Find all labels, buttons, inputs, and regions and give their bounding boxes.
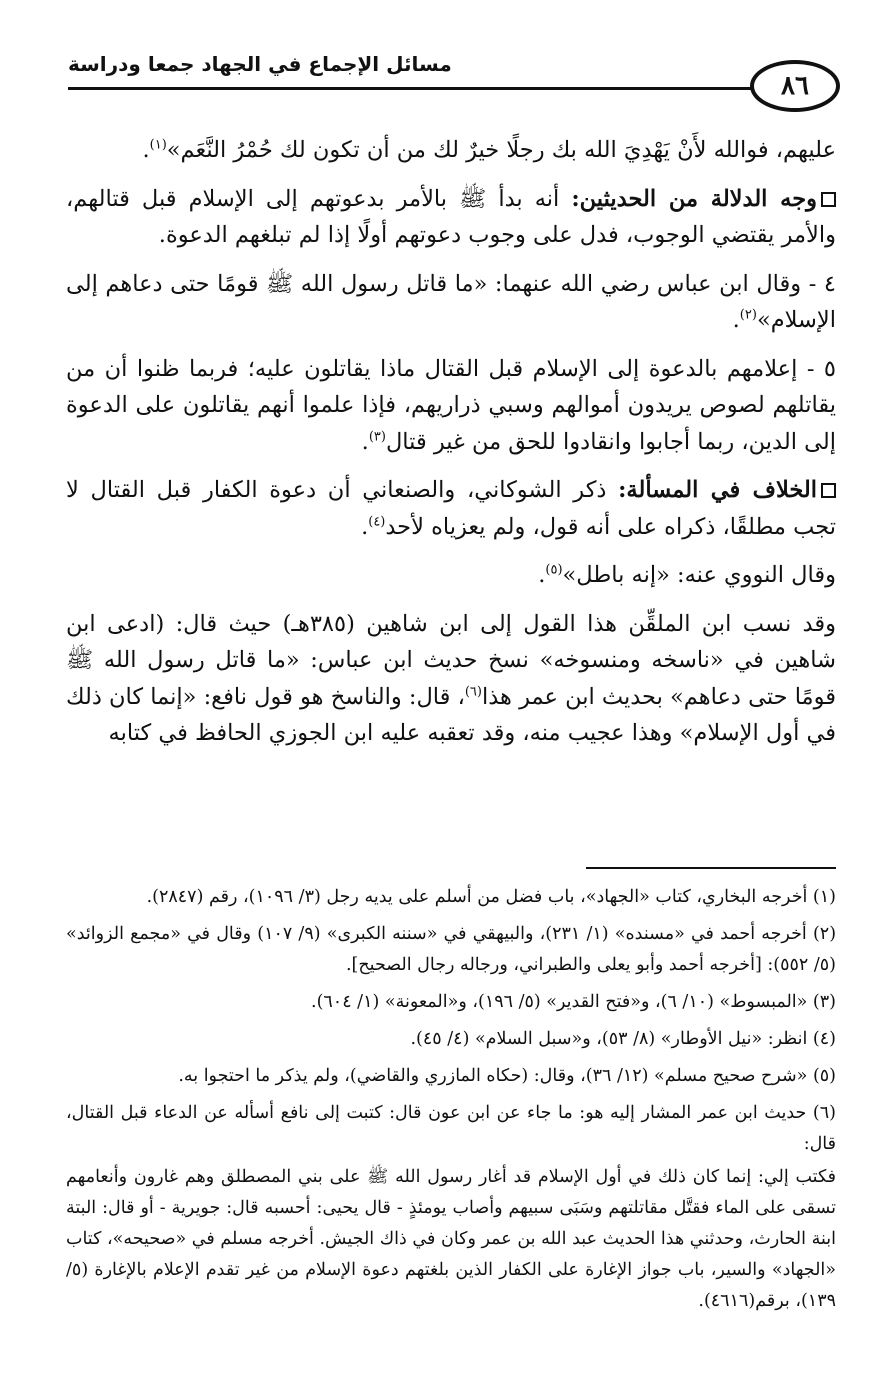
running-title: مسائل الإجماع في الجهاد جمعا ودراسة <box>68 52 452 76</box>
footnote-ref: (٥) <box>545 562 563 578</box>
paragraph-text: وقد نسب ابن الملقِّن هذا القول إلى ابن شاهين (٣٨٥هـ) حيث قال: (ادعى ابن شاهين في «ناسخه ومنسوخه» نسخ حديث ابن عباس: «ما قاتل رسول الله ﷺ قومًا حتى دعاهم» بحديث ابن عمر هذا <box>66 610 836 710</box>
footnote-continuation: فكتب إلي: إنما كان ذلك في أول الإسلام قد أغار رسول الله ﷺ على بني المصطلق وهم غارون وأنعامهم تسقى على الماء فقتَّل مقاتلتهم وسَبَى سبيهم وأصاب يومئذٍ - قال يحيى: أحسبه قال: جويرية - أو قال: البتة ابنة الحارث، وحدثني هذا الحديث عبد الله بن عمر وكان في ذاك الجيش. أخرجه مسلم في «صحيحه»، كتاب «الجهاد» والسير، باب جواز الإغارة على الكفار الذين بلغتهم دعوة الإسلام من غير تقدم الإعلام بالإغارة (٥/ ١٣٩)، برقم(٤٦١٦). <box>66 1167 836 1311</box>
paragraph-text: أنه بدأ ﷺ بالأمر بدعوتهم إلى الإسلام قبل قتالهم، والأمر يقتضي الوجوب، فدل على وجوب دعوتهم أولًا إذا لم تبلغهم الدعوة. <box>66 185 836 248</box>
paragraph <box>66 606 836 752</box>
footnote: (٦) حديث ابن عمر المشار إليه هو: ما جاء عن ابن عون قال: كتبت إلى نافع أسأله عن الدعاء قبل القتال، قال: <box>66 1103 836 1154</box>
square-bullet-icon <box>821 192 836 207</box>
section-label: الخلاف في المسألة: <box>618 477 817 503</box>
square-bullet-icon <box>821 483 836 498</box>
section-label: وجه الدلالة من الحديثين: <box>571 185 817 212</box>
main-text <box>66 132 836 752</box>
paragraph: عليهم، فوالله لأَنْ يَهْدِيَ الله بك رجلًا خيرٌ لك من أن تكون لك حُمْرُ النَّعَم»$^{(١)}$. <box>142 137 836 163</box>
paragraph: الخلاف في المسألة: ذكر الشوكاني، والصنعاني أن دعوة الكفار قبل القتال لا تجب مطلقًا، ذكراه على أنه قول، ولم يعزياه لأحد$^{(٤)}$. <box>66 477 836 540</box>
paragraph-text: ذكر الشوكاني، والصنعاني أن دعوة الكفار قبل القتال لا تجب مطلقًا، ذكراه على أنه قول، ولم يعزياه لأحد <box>66 477 836 540</box>
footnote: (٥) «شرح صحيح مسلم» (١٢/ ٣٦)، وقال: (حكاه المازري والقاضي)، ولم يذكر ما احتجوا به. <box>178 1066 836 1086</box>
paragraph-text: ، قال: والناسخ هو قول نافع: «إنما كان ذلك في أول الإسلام» وهذا عجيب منه، وقد تعقبه عليه ابن الجوزي الحافظ في كتابه <box>66 683 836 746</box>
page-number <box>750 60 840 112</box>
footnote: (٢) أخرجه أحمد في «مسنده» (١/ ٢٣١)، والبيهقي في «سننه الكبرى» (٩/ ١٠٧) وقال في «مجمع الزوائد» (٥/ ٥٥٢): [أخرجه أحمد وأبو يعلى والطبراني، ورجاله رجال الصحيح]. <box>66 924 837 975</box>
page-number-text: ٨٦ <box>781 71 809 101</box>
footnote-ref: (٤) <box>368 514 386 529</box>
footnote-ref: (٦) <box>464 684 482 699</box>
paragraph-text: وقال النووي عنه: «إنه باطل» <box>562 562 836 588</box>
paragraph: ٥ - إعلامهم بالدعوة إلى الإسلام قبل القتال ماذا يقاتلون عليه؛ فربما ظنوا أن من يقاتلهم لصوص يريدون أموالهم وسبي ذراريهم، فإذا علموا أنهم يقاتلون على الدعوة إلى الدين، ربما أجابوا وانقادوا للحق من غير قتال$^{(٣)}$. <box>66 355 836 455</box>
header-rule <box>68 87 768 90</box>
paragraph-text: عليهم، فوالله لأَنْ يَهْدِيَ الله بك رجلًا خيرٌ لك من أن تكون لك حُمْرُ النَّعَم» <box>166 137 836 163</box>
paragraph-text: ٥ - إعلامهم بالدعوة إلى الإسلام قبل القتال ماذا يقاتلون عليه؛ فربما ظنوا أن من يقاتلهم لصوص يريدون أموالهم وسبي ذراريهم، فإذا علموا أنهم يقاتلون على الدعوة إلى الدين، ربما أجابوا وانقادوا للحق من غير قتال <box>66 355 836 455</box>
footnote-ref: (٢) <box>739 307 757 323</box>
paragraph <box>66 181 836 254</box>
footnote-ref: (٣) <box>368 429 386 444</box>
footnote-separator <box>586 867 836 869</box>
footnote: (٤) انظر: «نيل الأوطار» (٨/ ٥٣)، و«سبل السلام» (٤/ ٤٥). <box>410 1029 836 1049</box>
paragraph-text: ٤ - وقال ابن عباس رضي الله عنهما: «ما قاتل رسول الله ﷺ قومًا حتى دعاهم إلى الإسلام» <box>66 270 836 333</box>
footnote: (١) أخرجه البخاري، كتاب «الجهاد»، باب فضل من أسلم على يديه رجل (٣/ ١٠٩٦)، رقم (٢٨٤٧). <box>146 887 836 907</box>
footnotes <box>66 882 836 1323</box>
footnote-ref: (١) <box>149 137 167 153</box>
footnote: (٣) «المبسوط» (١٠/ ٦)، و«فتح القدير» (٥/ ١٩٦)، و«المعونة» (١/ ٦٠٤). <box>311 992 836 1012</box>
paragraph: ٤ - وقال ابن عباس رضي الله عنهما: «ما قاتل رسول الله ﷺ قومًا حتى دعاهم إلى الإسلام»$^{(٢)}$. <box>66 270 836 333</box>
paragraph: وقال النووي عنه: «إنه باطل»$^{(٥)}$. <box>538 562 836 588</box>
